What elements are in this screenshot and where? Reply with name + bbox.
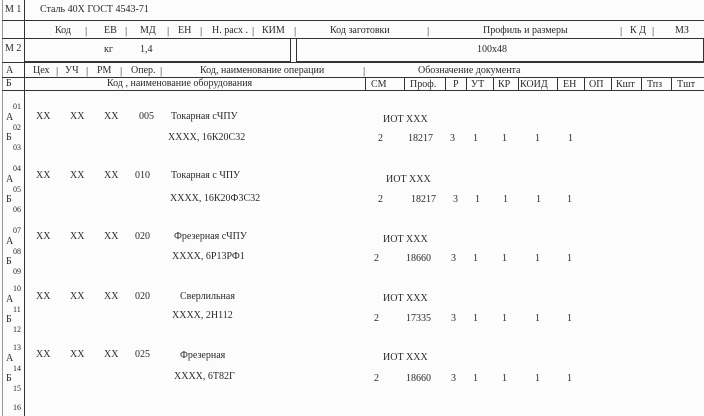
row-num: 14: [13, 364, 21, 373]
op-ut: 1: [473, 133, 478, 144]
col-md: МД: [140, 25, 156, 36]
op-koid: 1: [535, 133, 540, 144]
op-letter-b: Б: [6, 256, 12, 267]
op-letter-b: Б: [6, 373, 12, 384]
row-num: 05: [13, 185, 21, 194]
op-tseh: ХХ: [36, 170, 51, 181]
col-en: ЕН: [178, 25, 192, 36]
op-uch: ХХ: [70, 111, 85, 122]
row-num: 12: [13, 325, 21, 334]
op-name: Сверлильная: [180, 291, 235, 302]
op-letter-b: Б: [6, 194, 12, 205]
row-b-letter: Б: [6, 78, 12, 89]
op-ut: 1: [473, 253, 478, 264]
row-num: 10: [13, 284, 21, 293]
op-name: Токарная сЧПУ: [171, 111, 238, 122]
m1-label: М 1: [5, 4, 22, 15]
row-num: 08: [13, 247, 21, 256]
op-uch: ХХ: [70, 170, 85, 181]
row-num-last: 16: [13, 403, 21, 412]
op-prof: 18217: [411, 194, 436, 205]
line-m1-bottom: [2, 20, 704, 21]
op-en: 1: [567, 313, 572, 324]
op-rm: ХХ: [104, 291, 119, 302]
op-equipment: ХХХХ, 6Р13РФ1: [172, 251, 245, 262]
col-equip: Код , наименование оборудования: [107, 78, 253, 89]
sep-b-8: [584, 77, 585, 90]
op-kr: 1: [502, 133, 507, 144]
op-rm: ХХ: [104, 111, 119, 122]
material-text: Сталь 40Х ГОСТ 4543-71: [40, 4, 149, 15]
op-sm: 2: [374, 313, 379, 324]
col-oper-name: Код, наименование операции: [200, 65, 325, 76]
op-doc: ИОТ ХХХ: [383, 234, 428, 245]
op-en: 1: [568, 133, 573, 144]
op-kr: 1: [502, 313, 507, 324]
sep-b-2: [404, 77, 405, 90]
op-en: 1: [567, 194, 572, 205]
op-r: 3: [451, 313, 456, 324]
op-sm: 2: [374, 253, 379, 264]
sep-b-10: [641, 77, 642, 90]
col-mz: МЗ: [675, 25, 689, 36]
sep-b-1: [365, 77, 366, 90]
op-uch: ХХ: [70, 291, 85, 302]
op-doc: ИОТ ХХХ: [383, 114, 428, 125]
op-prof: 18660: [406, 373, 431, 384]
row-num: 11: [13, 305, 21, 314]
op-rm: ХХ: [104, 170, 119, 181]
op-tseh: ХХ: [36, 231, 51, 242]
row-num: 04: [13, 164, 21, 173]
sep-b-3: [445, 77, 446, 90]
row-num: 03: [13, 143, 21, 152]
op-koid: 1: [536, 194, 541, 205]
op-equipment: ХХХХ, 6Т82Г: [174, 371, 235, 382]
op-ut: 1: [475, 194, 480, 205]
route-card-sheet: М 1 Сталь 40Х ГОСТ 4543-71 Код | ЕВ | МД | ЕН | Н. расх . | КИМ | Код заготовки | Профиль и размеры | К Д | МЗ М 2 кг 1,4 100х48 А Цех | УЧ | РМ | Опер. | Код, наименование операции | Обозначение документа Б Код , наименование оборудования СМ Проф. Р УТ КР КОИД ЕН ОП Кшт Тпз Тшт 01 А 02 Б 03 ХХ ХХ ХХ 005 Токарная сЧПУ ИОТ ХХХ ХХХХ, 16К20С32 2 18217 3 1 1 1 1 04 А 05 Б 06 ХХ ХХ ХХ 010 Токарная с ЧПУ ИОТ ХХХ ХХХХ, 16К20Ф3С32 2 18217 3 1 1 1 1 07 А 08 Б 09 ХХ ХХ ХХ 020 Фрезерная сЧПУ ИОТ ХХХ ХХХХ, 6Р13РФ1 2 18660 3 1 1 1 1 10 А 11 Б 12 ХХ ХХ ХХ 020 Сверлильная ИОТ ХХХ ХХХХ, 2Н112 2 17335 3 1 1 1 1 13 А 14 Б 15 ХХ ХХ ХХ 025 Фрезерная ИОТ ХХХ ХХХХ, 6Т82Г 2 18660 3 1 1 1 1 16: [0, 0, 704, 416]
op-letter-a: А: [6, 236, 14, 247]
sep-b-4: [466, 77, 467, 90]
op-r: 3: [450, 133, 455, 144]
op-doc: ИОТ ХХХ: [383, 293, 428, 304]
m2-values-box: [24, 38, 291, 62]
row-num: 01: [13, 102, 21, 111]
op-prof: 18660: [406, 253, 431, 264]
op-letter-a: А: [6, 294, 14, 305]
op-prof: 18217: [408, 133, 433, 144]
col-prof: Проф.: [410, 79, 437, 90]
op-rm: ХХ: [104, 349, 119, 360]
row-num: 06: [13, 205, 21, 214]
row-num: 09: [13, 267, 21, 276]
col-profile: Профиль и размеры: [483, 25, 568, 36]
op-name: Токарная с ЧПУ: [171, 170, 241, 181]
col-tpz: Тпз: [647, 79, 663, 90]
op-code: 010: [135, 170, 150, 181]
op-letter-b: Б: [6, 132, 12, 143]
profile-value: 100х48: [477, 44, 507, 55]
op-letter-a: А: [6, 353, 14, 364]
op-letter-a: А: [6, 174, 14, 185]
row-num: 13: [13, 343, 21, 352]
col-kr: КР: [498, 79, 511, 90]
op-ut: 1: [473, 373, 478, 384]
line-row-b-bottom: [2, 90, 704, 91]
op-equipment: ХХХХ, 16К20Ф3С32: [170, 193, 261, 204]
op-kr: 1: [502, 373, 507, 384]
line-m2-bottom: [2, 62, 704, 63]
col-tsht: Тшт: [677, 79, 696, 90]
col-sm: СМ: [371, 79, 387, 90]
row-num: 02: [13, 123, 21, 132]
col-ev: ЕВ: [104, 25, 117, 36]
op-prof: 17335: [406, 313, 431, 324]
col-ut: УТ: [471, 79, 485, 90]
col-r: Р: [453, 79, 459, 90]
row-num: 15: [13, 384, 21, 393]
op-sm: 2: [378, 194, 383, 205]
op-kr: 1: [502, 253, 507, 264]
op-koid: 1: [535, 373, 540, 384]
op-r: 3: [451, 373, 456, 384]
op-ut: 1: [473, 313, 478, 324]
col-ksht: Кшт: [616, 79, 635, 90]
sep-b-7: [557, 77, 558, 90]
unit-value: кг: [104, 44, 113, 55]
op-letter-b: Б: [6, 314, 12, 325]
col-uch: УЧ: [65, 65, 79, 76]
col-oper: Опер.: [131, 65, 156, 76]
op-code: 020: [135, 291, 150, 302]
op-name: Фрезерная: [180, 350, 226, 361]
op-koid: 1: [535, 313, 540, 324]
col-kod-zag: Код заготовки: [330, 25, 390, 36]
col-nrash: Н. расх .: [212, 25, 248, 36]
op-kr: 1: [503, 194, 508, 205]
op-uch: ХХ: [70, 349, 85, 360]
op-tseh: ХХ: [36, 349, 51, 360]
op-doc: ИОТ ХХХ: [383, 352, 428, 363]
op-code: 005: [139, 111, 154, 122]
op-equipment: ХХХХ, 2Н112: [172, 310, 233, 321]
col-koid: КОИД: [520, 79, 548, 90]
col-en-b: ЕН: [563, 79, 577, 90]
op-en: 1: [567, 373, 572, 384]
op-tseh: ХХ: [36, 291, 51, 302]
op-koid: 1: [535, 253, 540, 264]
op-code: 025: [135, 349, 150, 360]
op-en: 1: [567, 253, 572, 264]
col-tseh: Цех: [33, 65, 50, 76]
m2-label: М 2: [5, 43, 22, 54]
op-r: 3: [451, 253, 456, 264]
col-kod: Код: [55, 25, 71, 36]
md-value: 1,4: [140, 44, 153, 55]
col-doc: Обозначение документа: [418, 65, 521, 76]
op-doc: ИОТ ХХХ: [386, 174, 431, 185]
sep-b-6: [518, 77, 519, 90]
op-tseh: ХХ: [36, 111, 51, 122]
op-sm: 2: [378, 133, 383, 144]
op-code: 020: [135, 231, 150, 242]
col-rm: РМ: [97, 65, 112, 76]
col-op: ОП: [589, 79, 604, 90]
op-r: 3: [453, 194, 458, 205]
op-equipment: ХХХХ, 16К20С32: [168, 132, 246, 143]
col-kim: КИМ: [262, 25, 285, 36]
row-num: 07: [13, 226, 21, 235]
sep-b-11: [671, 77, 672, 90]
op-sm: 2: [374, 373, 379, 384]
op-rm: ХХ: [104, 231, 119, 242]
op-uch: ХХ: [70, 231, 85, 242]
op-letter-a: А: [6, 112, 14, 123]
sep-b-5: [493, 77, 494, 90]
row-a-letter: А: [6, 65, 14, 76]
sep-b-9: [611, 77, 612, 90]
op-name: Фрезерная сЧПУ: [174, 231, 247, 242]
col-kd: К Д: [630, 25, 646, 36]
